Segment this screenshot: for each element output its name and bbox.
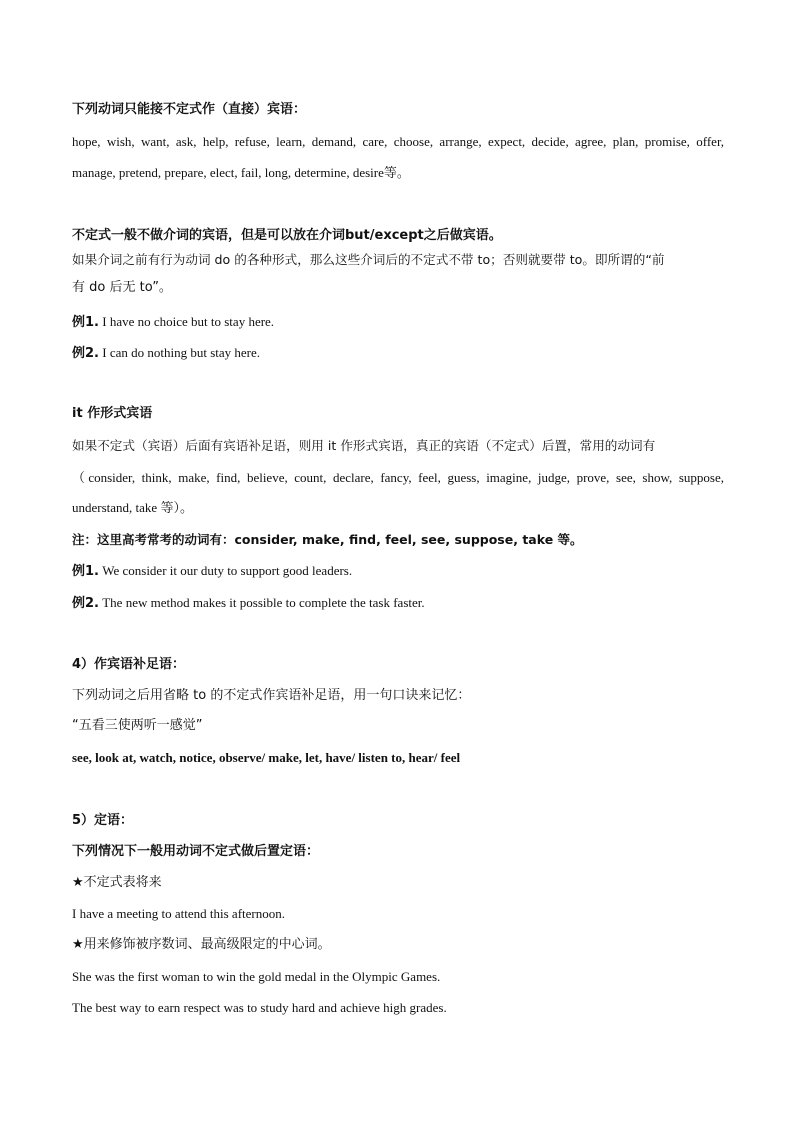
- preposition-example-1: [72, 313, 274, 332]
- object-complement-mnemonic: “五看三使两听一感觉”: [72, 718, 203, 733]
- attributive-bullet-1: [72, 874, 162, 892]
- formal-object-note: 注：这里高考常考的动词有：consider, make, find, feel, see, suppose, take 等。: [72, 532, 583, 547]
- object-complement-verbs: see, look at, watch, notice, observe/ make, let, have/ listen to, hear/ feel: [72, 750, 461, 765]
- preposition-explanation-line-2: 有 do 后无 to”。: [72, 280, 172, 295]
- preposition-explanation-line-1: 如果介词之前有行为动词 do 的各种形式，那么这些介词后的不定式不带 to；否则就要带 to。即所谓的“前: [72, 252, 665, 267]
- verb-list-line-2-suffix: 等。: [383, 166, 410, 181]
- object-complement-explanation: 下列动词之后用省略 to 的不定式作宾语补足语，用一句口诀来记忆：: [72, 688, 471, 703]
- document-page: [72, 0, 732, 1123]
- attributive-bullet-2: [72, 936, 331, 954]
- bullet-text: 不定式表将来: [83, 875, 162, 890]
- preposition-example-2: [72, 344, 260, 363]
- formal-object-explanation-line-3: understand, take 等）。: [72, 500, 193, 515]
- formal-object-example-1: [72, 562, 352, 581]
- example-label: 例2.: [72, 596, 99, 611]
- example-label: 例2.: [72, 346, 99, 361]
- section-title-attributive: 5）定语：: [72, 813, 134, 828]
- example-text: The new method makes it possible to complete the task faster.: [102, 595, 425, 610]
- example-label: 例1.: [72, 564, 99, 579]
- formal-object-example-2: [72, 594, 425, 613]
- attributive-bullet-2-example-1: She was the first woman to win the gold medal in the Olympic Games.: [72, 969, 441, 984]
- example-label: 例1.: [72, 315, 99, 330]
- verb-list-line-2-text: manage, pretend, prepare, elect, fail, long, determine, desire: [72, 165, 384, 180]
- section-title-infinitive-only: 下列动词只能接不定式作（直接）宾语：: [72, 102, 307, 117]
- example-text: We consider it our duty to support good leaders.: [102, 563, 353, 578]
- example-text: I have no choice but to stay here.: [102, 314, 275, 329]
- section-title-formal-object: it 作形式宾语: [72, 406, 153, 421]
- star-bullet-icon: ★: [72, 875, 84, 890]
- star-bullet-icon: ★: [72, 937, 84, 952]
- bullet-text: 用来修饰被序数词、最高级限定的中心词。: [83, 937, 331, 952]
- formal-object-explanation-line-1: 如果不定式（宾语）后面有宾语补足语，则用 it 作形式宾语，真正的宾语（不定式）后置，常用的动词有: [72, 438, 656, 453]
- section-title-preposition: 不定式一般不做介词的宾语，但是可以放在介词but/except之后做宾语。: [72, 228, 502, 243]
- attributive-bullet-1-example: I have a meeting to attend this afternoon.: [72, 906, 285, 921]
- verb-list-line-1: hope, wish, want, ask, help, refuse, learn, demand, care, choose, arrange, expect, decide, agree, plan, promise, offer,: [72, 134, 724, 149]
- attributive-bullet-2-example-2: The best way to earn respect was to study hard and achieve high grades.: [72, 1000, 447, 1015]
- formal-object-explanation-line-2: （consider, think, make, find, believe, count, declare, fancy, feel, guess, imagine, judge, prove, see, show, suppose,: [72, 470, 724, 485]
- verb-list-line-2: [72, 164, 410, 183]
- example-text: I can do nothing but stay here.: [102, 345, 260, 360]
- attributive-subtitle: 下列情况下一般用动词不定式做后置定语：: [72, 844, 320, 859]
- section-title-object-complement: 4）作宾语补足语：: [72, 657, 186, 672]
